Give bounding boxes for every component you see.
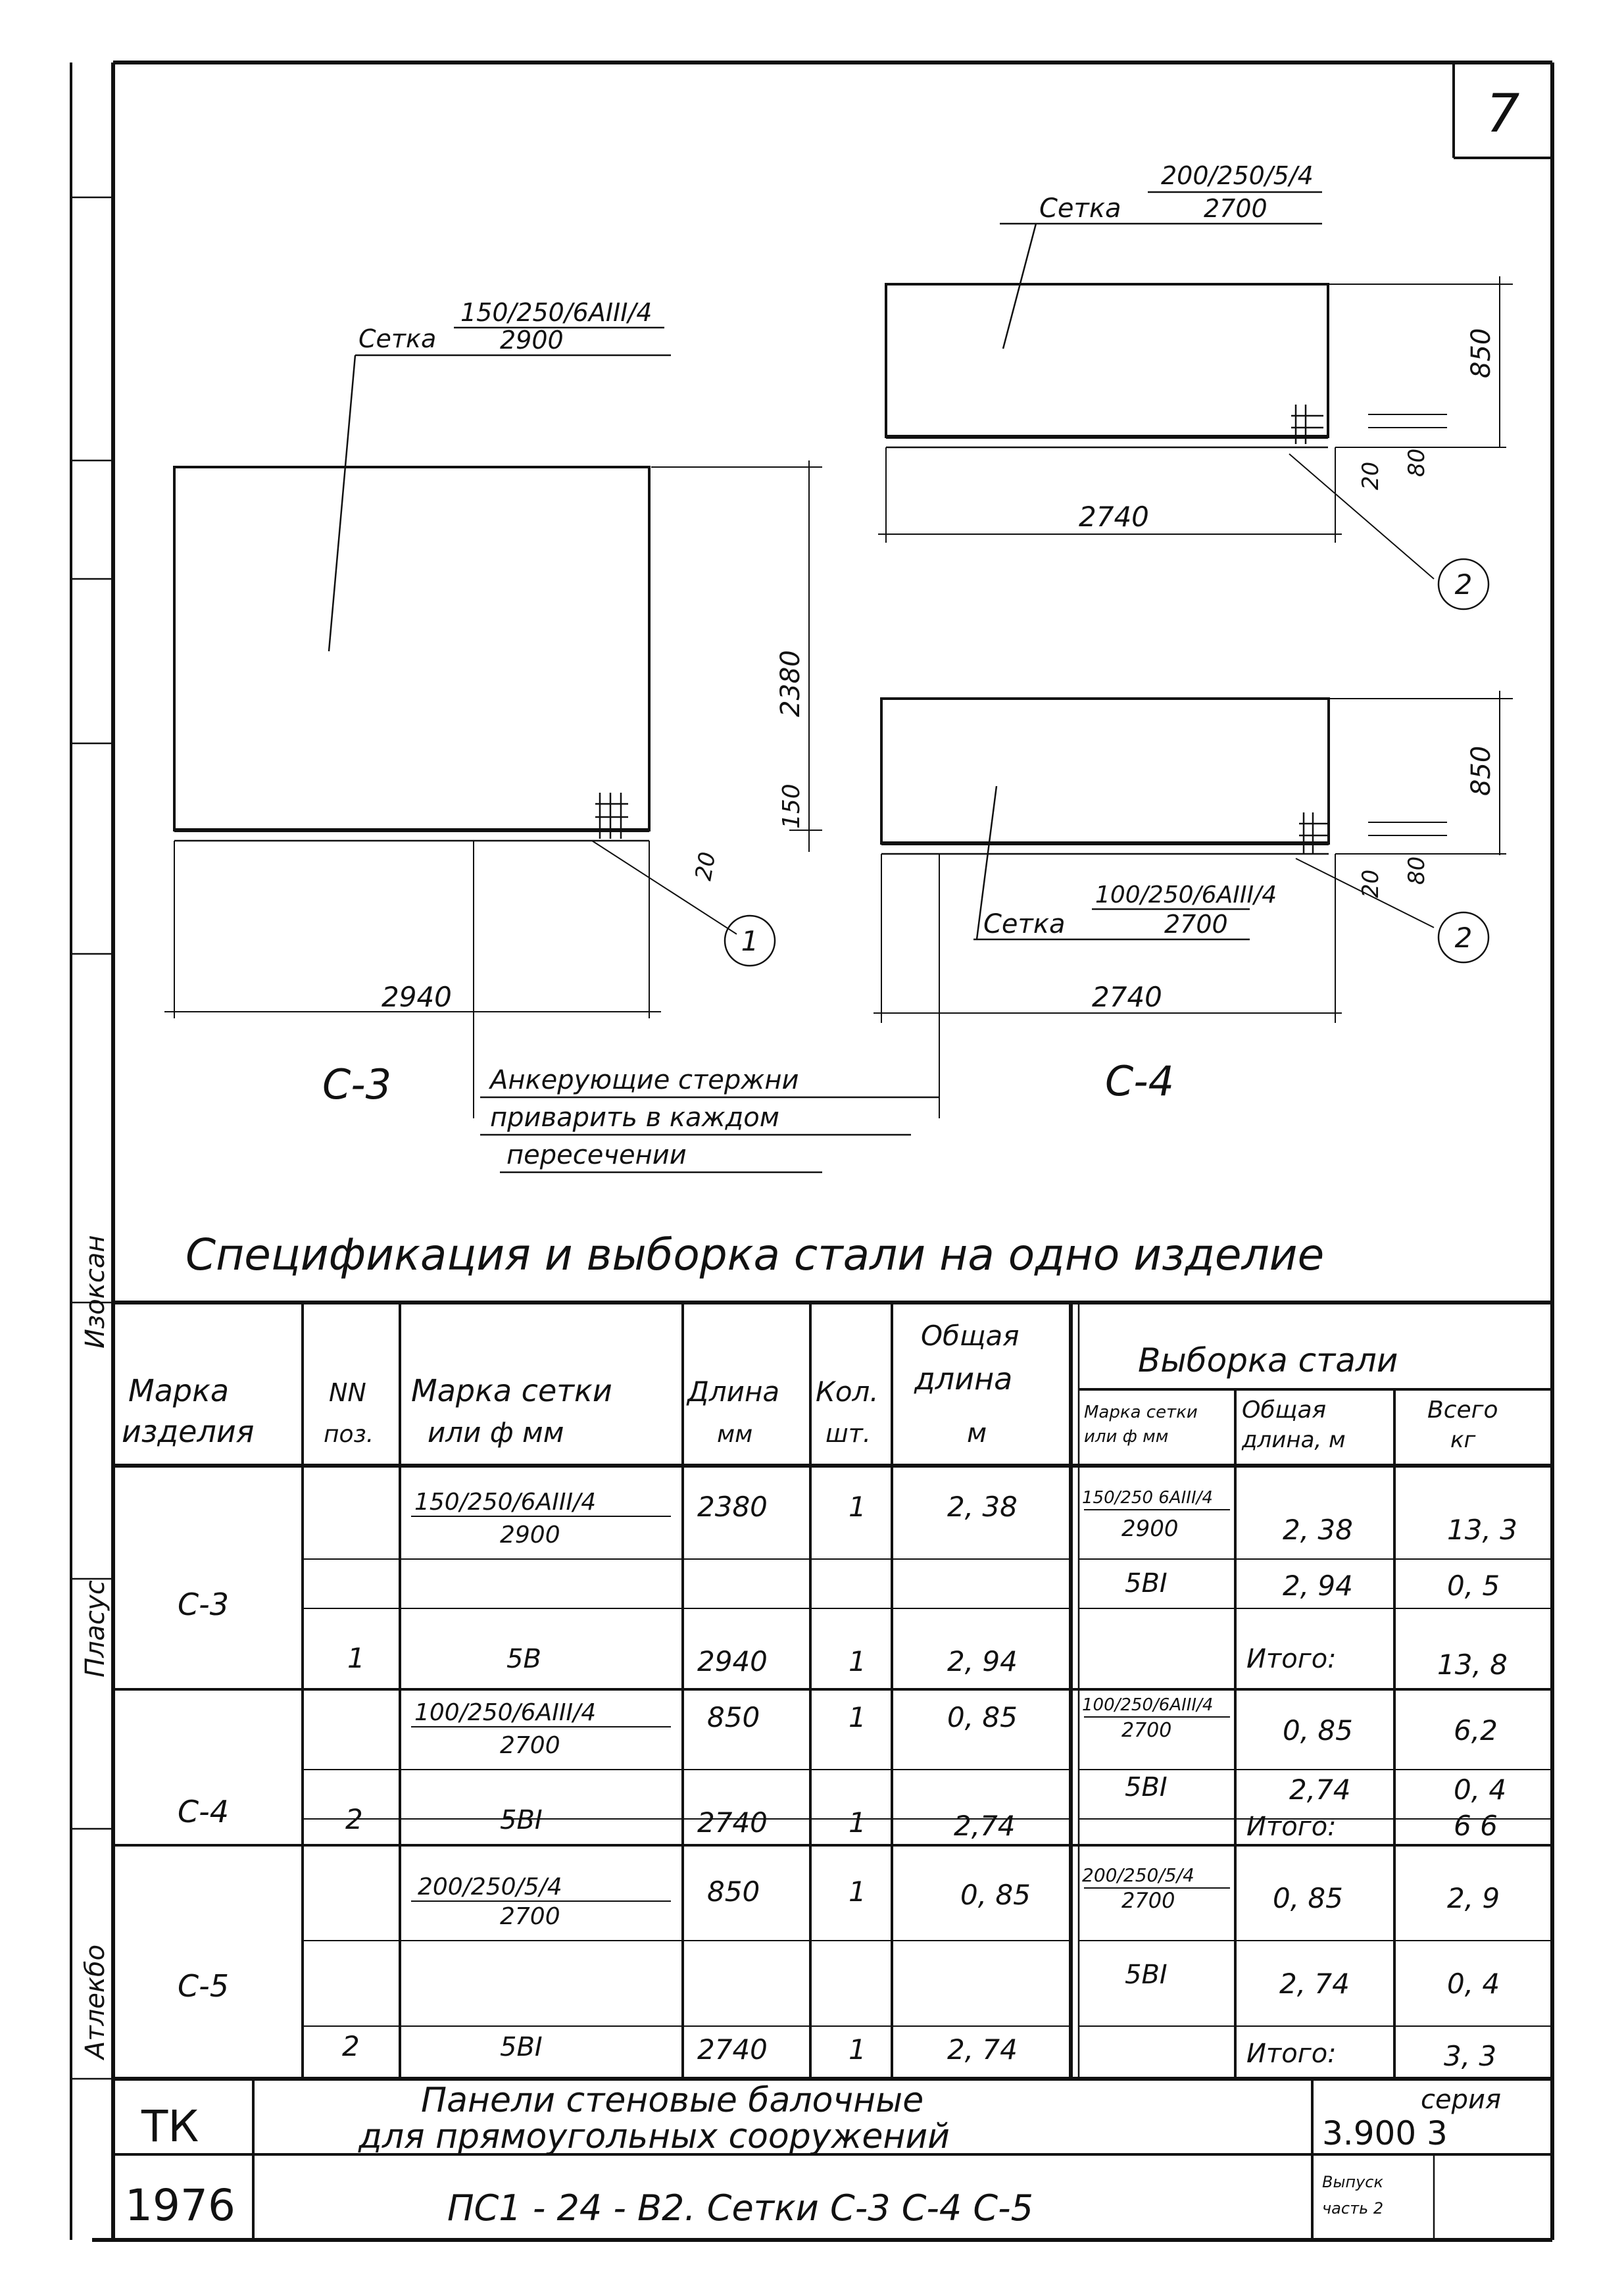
row-c3-r1-total: 2, 38 <box>947 1491 1018 1523</box>
hdr-qty-2: шт. <box>825 1419 871 1448</box>
note-line-3: пересечении <box>506 1140 687 1170</box>
sel-c5-r1-mesh-top: 200/250/5/4 <box>1082 1864 1194 1886</box>
hdr-mark-2: изделия <box>122 1414 255 1449</box>
hdr-sel-mesh-2: или ф мм <box>1084 1427 1169 1447</box>
sel-c3-r3-total: Итого: <box>1246 1644 1337 1674</box>
row-c4-r2-pos: 2 <box>345 1803 363 1835</box>
sel-c4-r2-total: 2,74 <box>1289 1774 1351 1806</box>
c3-dim-height: 2380 <box>775 650 806 717</box>
row-c3-r2-qty: 1 <box>849 1645 866 1677</box>
row-c3-r1-length: 2380 <box>697 1491 768 1523</box>
tb-issue-2: часть 2 <box>1322 2199 1384 2218</box>
hdr-length-2: мм <box>717 1421 753 1448</box>
c4-top-dim-height: 850 <box>1466 328 1496 378</box>
row-c4-r2-total: 2,74 <box>954 1810 1016 1842</box>
c4-bottom-dim-80: 80 <box>1404 856 1430 885</box>
note-line-1: Анкерующие стержни <box>490 1065 799 1095</box>
c4-bottom-callout-number: 2 <box>1454 922 1473 954</box>
row-c4-r2-qty: 1 <box>849 1806 866 1839</box>
row-c3-r2-pos: 1 <box>347 1642 365 1674</box>
c3-mark: C-3 <box>322 1060 392 1108</box>
c3-mesh-outline <box>164 328 822 1118</box>
row-c3-r2-total: 2, 94 <box>947 1645 1018 1677</box>
c4-top-callout-number: 2 <box>1454 568 1473 601</box>
sel-c5-r3-weight: 3, 3 <box>1444 2040 1497 2072</box>
hdr-sel-total-1: Общая <box>1242 1397 1327 1424</box>
hdr-sel-mesh-1: Марка сетки <box>1084 1403 1198 1422</box>
row-c5-r2-mesh-top: 5BI <box>500 2032 543 2062</box>
c4-top-mesh-top: 200/250/5/4 <box>1161 161 1314 190</box>
row-c5-r1-qty: 1 <box>849 1875 866 1908</box>
sel-c3-r3-weight: 13, 8 <box>1437 1649 1508 1681</box>
tb-series: 3.900 3 <box>1322 2114 1448 2152</box>
c4-bottom-dim-20: 20 <box>1358 869 1384 898</box>
sel-c4-r2-weight: 0, 4 <box>1454 1774 1507 1806</box>
sel-c4-r1-mesh-bottom: 2700 <box>1121 1719 1172 1742</box>
row-c5-r2-qty: 1 <box>849 2033 866 2066</box>
c3-dim-width: 2940 <box>381 981 452 1013</box>
c4-bottom-mesh-label: Сетка <box>983 909 1066 939</box>
hdr-total-1: Общая <box>921 1320 1020 1352</box>
c3-mesh-label: Сетка <box>358 324 437 353</box>
c4-bottom-mesh-top: 100/250/6AIII/4 <box>1095 881 1277 908</box>
c4-top-dim-width: 2740 <box>1079 501 1149 533</box>
c4-top-dim-80: 80 <box>1404 448 1430 477</box>
c3-mesh-top: 150/250/6AIII/4 <box>460 298 652 327</box>
row-c3-r1-qty: 1 <box>849 1491 866 1523</box>
c4-top-mesh-label: Сетка <box>1039 193 1121 224</box>
row-c3-r1-mesh-top: 150/250/6AIII/4 <box>414 1489 597 1516</box>
hdr-total-3: м <box>967 1418 987 1449</box>
hdr-mesh-1: Марка сетки <box>411 1373 612 1408</box>
tb-org: ТК <box>141 2101 199 2152</box>
sel-c5-r1-weight: 2, 9 <box>1447 1882 1500 1914</box>
hdr-length-1: Длина <box>687 1376 780 1408</box>
row-c5-r2-total: 2, 74 <box>947 2033 1018 2066</box>
c4-top-mesh-bottom: 2700 <box>1204 194 1267 223</box>
hdr-sel-weight-1: Всего <box>1427 1397 1498 1424</box>
side-stamp-2: Пласус <box>80 1580 111 1677</box>
row-c5-r1-length: 850 <box>707 1875 760 1908</box>
row-c3-r2-length: 2940 <box>697 1645 768 1677</box>
sel-c4-r3-total: Итого: <box>1246 1812 1337 1842</box>
hdr-pos-2: поз. <box>324 1421 374 1448</box>
sel-c3-r1-total: 2, 38 <box>1283 1514 1353 1546</box>
side-stamp-3: Атлекбо <box>80 1944 111 2059</box>
sel-c5-r3-total: Итого: <box>1246 2039 1337 2069</box>
c3-callout-number: 1 <box>741 925 759 957</box>
hdr-selection: Выборка стали <box>1138 1341 1398 1379</box>
hdr-mesh-2: или ф мм <box>428 1416 564 1449</box>
c3-dim-150: 150 <box>778 783 805 829</box>
sel-c3-r1-mesh-bottom: 2900 <box>1121 1516 1179 1542</box>
hdr-total-2: длина <box>914 1361 1013 1397</box>
sel-c5-r2-weight: 0, 4 <box>1447 1968 1500 2000</box>
sel-c3-r2-weight: 0, 5 <box>1447 1570 1500 1602</box>
sel-c5-r2-mesh-top: 5BI <box>1125 1960 1168 1990</box>
hdr-sel-weight-2: кг <box>1450 1427 1476 1453</box>
tb-title-1: Панели стеновые балочные <box>421 2081 924 2120</box>
spec-title: Спецификация и выборка стали на одно изделие <box>185 1229 1325 1280</box>
hdr-pos-1: NN <box>329 1378 366 1407</box>
row-c4-mark: C-4 <box>178 1794 229 1829</box>
sel-c4-r2-mesh-top: 5BI <box>1125 1772 1168 1802</box>
sheet-number: 7 <box>1486 83 1520 144</box>
sel-c5-r1-total: 0, 85 <box>1273 1882 1343 1914</box>
tb-series-label: серия <box>1421 2085 1502 2115</box>
row-c5-r1-total: 0, 85 <box>960 1879 1031 1911</box>
c4-bottom-dim-width: 2740 <box>1092 981 1162 1013</box>
c4-bottom-dim-height: 850 <box>1466 745 1496 796</box>
row-c4-r1-qty: 1 <box>849 1701 866 1733</box>
sel-c4-r1-mesh-top: 100/250/6AIII/4 <box>1082 1695 1214 1715</box>
row-c4-r1-mesh-bottom: 2700 <box>500 1732 560 1759</box>
c3-dim-20: 20 <box>690 850 722 883</box>
hdr-mark-1: Марка <box>128 1373 230 1408</box>
sel-c3-r1-weight: 13, 3 <box>1447 1514 1517 1546</box>
tb-title-2: для прямоугольных сооружений <box>358 2117 950 2156</box>
sel-c4-r1-weight: 6,2 <box>1454 1714 1498 1747</box>
row-c5-r1-mesh-top: 200/250/5/4 <box>418 1874 562 1900</box>
sel-c5-r2-total: 2, 74 <box>1279 1968 1350 2000</box>
row-c4-r1-total: 0, 85 <box>947 1701 1018 1733</box>
row-c3-r2-mesh-top: 5B <box>506 1644 541 1674</box>
row-c3-r1-mesh-bottom: 2900 <box>500 1522 560 1549</box>
sel-c4-r3-weight: 6 6 <box>1454 1810 1498 1842</box>
c3-mesh-bottom: 2900 <box>500 326 564 355</box>
sel-c5-r1-mesh-bottom: 2700 <box>1121 1888 1175 1913</box>
sel-c3-r2-mesh-top: 5BI <box>1125 1568 1168 1599</box>
sel-c4-r1-total: 0, 85 <box>1283 1714 1353 1747</box>
c4-top-mesh-outline <box>878 192 1513 609</box>
side-stamp-1: Изоксан <box>80 1235 111 1349</box>
hdr-qty-1: Кол. <box>816 1376 879 1408</box>
tb-year: 1976 <box>125 2180 235 2231</box>
note-line-2: приварить в каждом <box>490 1103 779 1133</box>
c4-mark: C-4 <box>1105 1057 1175 1105</box>
row-c4-r1-mesh-top: 100/250/6AIII/4 <box>414 1699 597 1726</box>
c4-top-dim-20: 20 <box>1358 461 1384 490</box>
row-c4-r2-length: 2740 <box>697 1806 768 1839</box>
tb-issue-1: Выпуск <box>1322 2173 1383 2191</box>
c4-bottom-mesh-bottom: 2700 <box>1164 910 1228 939</box>
row-c4-r1-length: 850 <box>707 1701 760 1733</box>
row-c3-mark: C-3 <box>178 1587 229 1622</box>
sel-c3-r2-total: 2, 94 <box>1283 1570 1353 1602</box>
sel-c3-r1-mesh-top: 150/250 6AIII/4 <box>1082 1488 1213 1508</box>
row-c4-r2-mesh-top: 5BI <box>500 1805 543 1835</box>
row-c5-mark: C-5 <box>178 1968 229 2004</box>
row-c5-r2-length: 2740 <box>697 2033 768 2066</box>
tb-drawing-code: ПС1 - 24 - В2. Сетки С-3 С-4 С-5 <box>447 2187 1033 2229</box>
row-c5-r2-pos: 2 <box>342 2030 360 2062</box>
hdr-sel-total-2: длина, м <box>1242 1427 1346 1453</box>
row-c5-r1-mesh-bottom: 2700 <box>500 1903 560 1930</box>
